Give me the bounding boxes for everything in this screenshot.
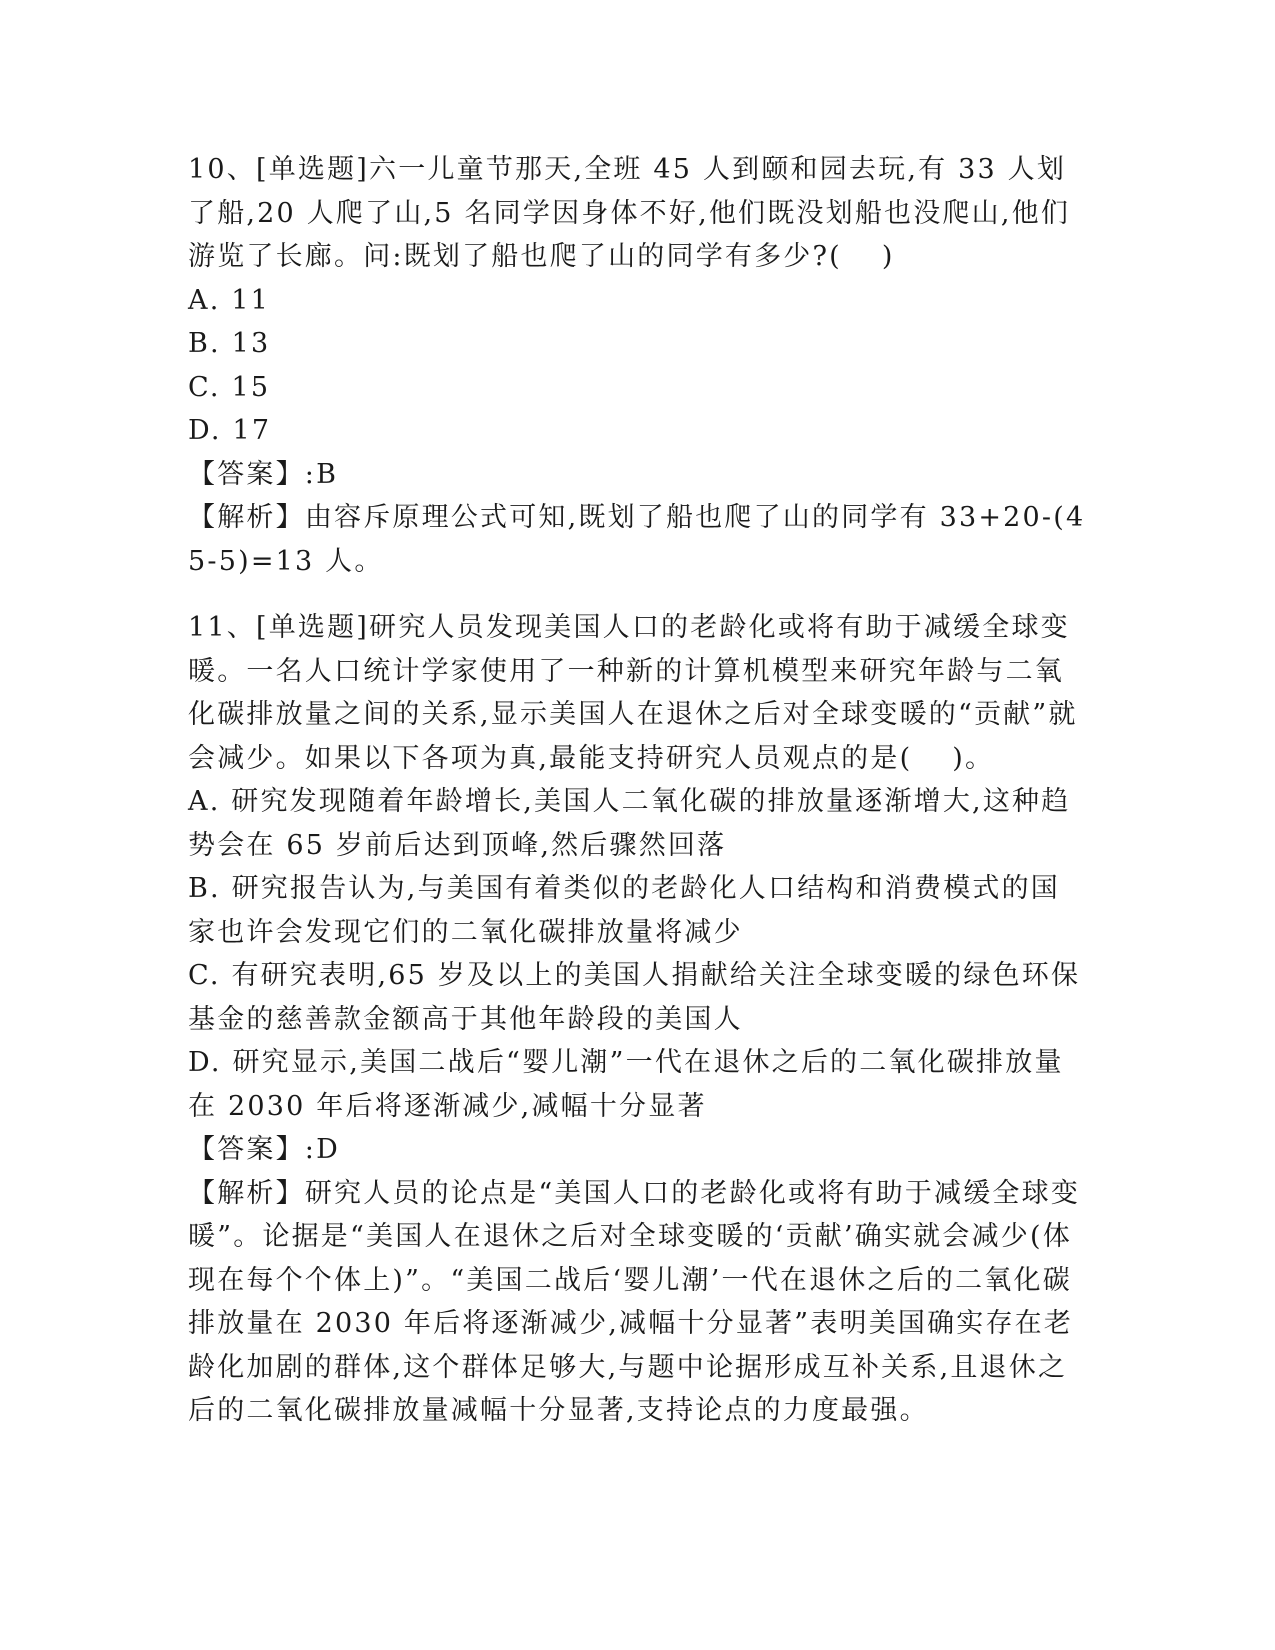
analysis-paragraph: [188, 496, 1088, 583]
document-content: [188, 148, 1088, 1433]
question-stem: [188, 148, 1088, 279]
analysis-label: 【解析】: [188, 1177, 305, 1209]
analysis-label: 【解析】: [188, 502, 305, 533]
question-type: [单选题]: [255, 154, 370, 185]
option-a: A. 11: [188, 284, 271, 316]
option-c: C. 有研究表明,65 岁及以上的美国人捐献给关注全球变暖的绿色环保基金的慈善款金额高于其他年龄段的美国人: [188, 960, 1081, 1035]
question-type: [单选题]: [255, 612, 370, 643]
option-b: B. 研究报告认为,与美国有着类似的老龄化人口结构和消费模式的国家也许会发现它们的二氧化碳排放量将减少: [188, 873, 1060, 948]
option-c: C. 15: [188, 371, 271, 403]
answer-label: 【答案】:: [188, 1134, 317, 1165]
option-b: B. 13: [188, 328, 271, 359]
option-d: D. 17: [188, 415, 272, 446]
answer-line: [188, 453, 1088, 497]
question-number: 10、: [188, 154, 256, 185]
analysis-paragraph: [188, 1172, 1088, 1433]
question-number: 11、: [188, 612, 256, 643]
answer-value: D: [316, 1134, 340, 1165]
answer-value: B: [316, 458, 339, 490]
question-10: [188, 148, 1088, 583]
question-text: 研究人员发现美国人口的老龄化或将有助于减缓全球变暖。一名人口统计学家使用了一种新的计算机模型来研究年龄与二氧化碳排放量之间的关系,显示美国人在退休之后对全球变暖的“贡献”就会减少。如果以下各项为真,最能支持研究人员观点的是( )。: [188, 612, 1078, 774]
option-d: D. 研究显示,美国二战后“婴儿潮”一代在退休之后的二氧化碳排放量在 2030 年后将逐渐减少,减幅十分显著: [188, 1047, 1064, 1122]
answer-label: 【答案】:: [188, 458, 317, 490]
analysis-text: 由容斥原理公式可知,既划了船也爬了山的同学有 33+20-(45-5)=13 人。: [188, 502, 1086, 577]
analysis-text: 研究人员的论点是“美国人口的老龄化或将有助于减缓全球变暖”。论据是“美国人在退休之后对全球变暖的‘贡献’确实就会减少(体现在每个个体上)”。“美国二战后‘婴儿潮’一代在退休之后的二氧化碳排放量在 2030 年后将逐渐减少,减幅十分显著”表明美国确实存在老龄化加剧的群体,这个群体足够大,与题中论据形成互补关系,且退休之后的二氧化碳排放量减幅十分显著,支持论点的力度最强。: [188, 1177, 1081, 1426]
option-a: A. 研究发现随着年龄增长,美国人二氧化碳的排放量逐渐增大,这种趋势会在 65 岁前后达到顶峰,然后骤然回落: [188, 786, 1071, 861]
answer-line: [188, 1128, 1088, 1172]
question-stem: [188, 606, 1088, 780]
question-11: [188, 606, 1088, 1433]
question-text: 六一儿童节那天,全班 45 人到颐和园去玩,有 33 人划了船,20 人爬了山,5 名同学因身体不好,他们既没划船也没爬山,他们游览了长廊。问:既划了船也爬了山的同学有多少?( ): [188, 154, 1071, 272]
